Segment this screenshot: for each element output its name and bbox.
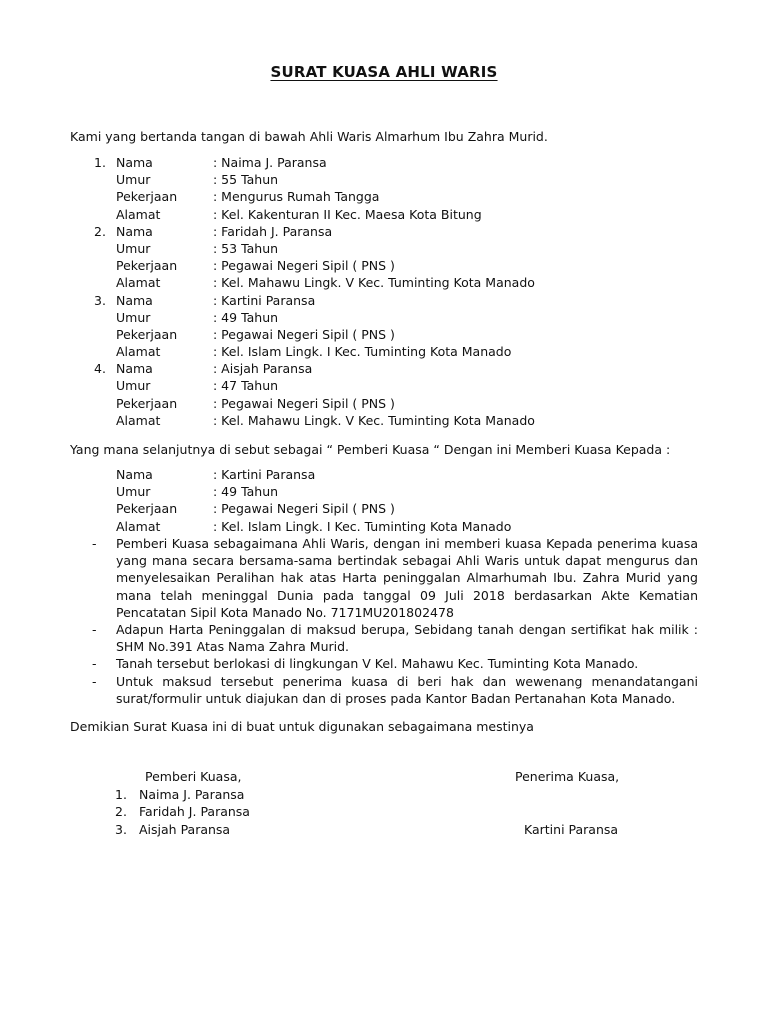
term-text: Adapun Harta Peninggalan di maksud berupa, Sebidang tanah dengan sertifikat hak milik : SHM No.391 Atas Nama Zahra Murid.	[116, 622, 698, 655]
field-label: Alamat	[116, 344, 161, 360]
transition-paragraph: Yang mana selanjutnya di sebut sebagai “ Pemberi Kuasa “ Dengan ini Memberi Kuasa Kepada :	[70, 442, 671, 457]
heir-3-address-row	[70, 343, 710, 360]
term-text: Tanah tersebut berlokasi di lingkungan V Kel. Mahawu Kec. Tuminting Kota Manado.	[116, 656, 639, 672]
heir-4-name-row	[70, 360, 710, 377]
field-value: : Mengurus Rumah Tangga	[213, 189, 380, 205]
dash-marker: -	[92, 536, 97, 551]
terms-list	[70, 535, 698, 707]
grantor-name: Aisjah Paransa	[139, 821, 231, 837]
field-label: Pekerjaan	[116, 189, 178, 205]
field-value: : Kartini Paransa	[213, 292, 316, 308]
field-label: Alamat	[116, 275, 161, 291]
heir-3-name-row	[70, 292, 710, 309]
field-value: : Kel. Islam Lingk. I Kec. Tuminting Kota Manado	[213, 344, 512, 360]
grantee-details	[70, 466, 710, 535]
heir-number: 4.	[94, 361, 106, 377]
grantor-name: Naima J. Paransa	[139, 786, 245, 802]
intro-paragraph: Kami yang bertanda tangan di bawah Ahli Waris Almarhum Ibu Zahra Murid.	[70, 129, 548, 144]
grantor-title-row	[115, 768, 375, 786]
grantor-number: 1.	[115, 786, 127, 802]
grantor-name: Faridah J. Paransa	[139, 804, 250, 820]
field-label: Umur	[116, 484, 151, 500]
field-value: : Faridah J. Paransa	[213, 223, 333, 239]
grantee-signature-name: Kartini Paransa	[524, 822, 619, 837]
field-label: Pekerjaan	[116, 395, 178, 411]
field-value: : 47 Tahun	[213, 378, 279, 394]
field-value: : Kel. Mahawu Lingk. V Kec. Tuminting Kota Manado	[213, 412, 535, 428]
field-label: Umur	[116, 378, 151, 394]
term-item	[70, 535, 698, 621]
grantor-signature-block	[115, 768, 375, 838]
field-label: Pekerjaan	[116, 326, 178, 342]
heir-3-job-row	[70, 326, 710, 343]
heirs-list	[70, 154, 710, 429]
term-text: Pemberi Kuasa sebagaimana Ahli Waris, dengan ini memberi kuasa Kepada penerima kuasa yang mana secara bersama-sama bertindak sebagai Ahli Waris untuk dapat mengurus dan menyelesaikan Peralihan hak atas Harta peninggalan Almarhumah Ibu. Zahra Murid yang mana telah meninggal Dunia pada tanggal 09 Juli 2018 berdasarkan Akte Kematian Pencatatan Sipil Kota Manado No. 7171MU201802478	[116, 536, 698, 620]
field-label: Alamat	[116, 206, 161, 222]
field-value: : Kel. Islam Lingk. I Kec. Tuminting Kota Manado	[213, 518, 512, 534]
field-label: Alamat	[116, 412, 161, 428]
term-item	[70, 621, 698, 655]
field-value: : Naima J. Paransa	[213, 155, 327, 170]
field-value: : Pegawai Negeri Sipil ( PNS )	[213, 501, 395, 517]
field-label: Alamat	[116, 518, 161, 534]
grantor-name-row	[115, 821, 375, 839]
heir-4-address-row	[70, 412, 710, 429]
field-value: : Pegawai Negeri Sipil ( PNS )	[213, 258, 395, 274]
term-text: Untuk maksud tersebut penerima kuasa di beri hak dan wewenang menandatangani surat/formulir untuk diajukan dan di proses pada Kantor Badan Pertanahan Kota Manado.	[116, 673, 698, 706]
heir-2-age-row	[70, 240, 710, 257]
term-item	[70, 673, 698, 707]
dash-marker: -	[92, 656, 97, 672]
heir-1-age-row	[70, 171, 710, 188]
field-label: Nama	[116, 292, 153, 308]
grantor-title: Pemberi Kuasa,	[145, 769, 242, 784]
field-value: : 53 Tahun	[213, 240, 279, 256]
heir-number: 1.	[94, 155, 106, 170]
field-value: : Kel. Kakenturan II Kec. Maesa Kota Bitung	[213, 206, 482, 222]
grantee-name-row	[70, 466, 710, 483]
heir-3-age-row	[70, 309, 710, 326]
dash-marker: -	[92, 673, 97, 689]
dash-marker: -	[92, 622, 97, 638]
field-label: Nama	[116, 467, 153, 482]
heir-2-name-row	[70, 223, 710, 240]
grantee-age-row	[70, 483, 710, 500]
field-label: Umur	[116, 240, 151, 256]
field-label: Umur	[116, 309, 151, 325]
document-title: SURAT KUASA AHLI WARIS	[270, 63, 498, 81]
heir-1-job-row	[70, 188, 710, 205]
field-label: Nama	[116, 361, 153, 377]
grantor-name-row	[115, 786, 375, 804]
heir-4-job-row	[70, 395, 710, 412]
grantee-signature-title: Penerima Kuasa,	[515, 769, 620, 784]
grantee-job-row	[70, 500, 710, 517]
heir-2-job-row	[70, 257, 710, 274]
field-label: Nama	[116, 155, 153, 170]
field-value: : 55 Tahun	[213, 172, 279, 188]
heir-4-age-row	[70, 377, 710, 394]
heir-1-address-row	[70, 206, 710, 223]
field-value: : Aisjah Paransa	[213, 361, 313, 377]
heir-2-address-row	[70, 274, 710, 291]
field-value: : 49 Tahun	[213, 309, 279, 325]
field-value: : Pegawai Negeri Sipil ( PNS )	[213, 395, 395, 411]
field-label: Pekerjaan	[116, 501, 178, 517]
grantee-address-row	[70, 518, 710, 535]
field-label: Nama	[116, 223, 153, 239]
field-value: : Kel. Mahawu Lingk. V Kec. Tuminting Kota Manado	[213, 275, 535, 291]
heir-number: 3.	[94, 292, 106, 308]
heir-number: 2.	[94, 223, 106, 239]
closing-paragraph: Demikian Surat Kuasa ini di buat untuk digunakan sebagaimana mestinya	[70, 719, 534, 734]
field-label: Pekerjaan	[116, 258, 178, 274]
field-value: : Kartini Paransa	[213, 467, 316, 482]
field-label: Umur	[116, 172, 151, 188]
field-value: : 49 Tahun	[213, 484, 279, 500]
term-item	[70, 655, 698, 672]
heir-1-name-row	[70, 154, 710, 171]
grantor-number: 3.	[115, 821, 127, 837]
grantor-number: 2.	[115, 804, 127, 820]
field-value: : Pegawai Negeri Sipil ( PNS )	[213, 326, 395, 342]
grantor-name-row	[115, 803, 375, 821]
